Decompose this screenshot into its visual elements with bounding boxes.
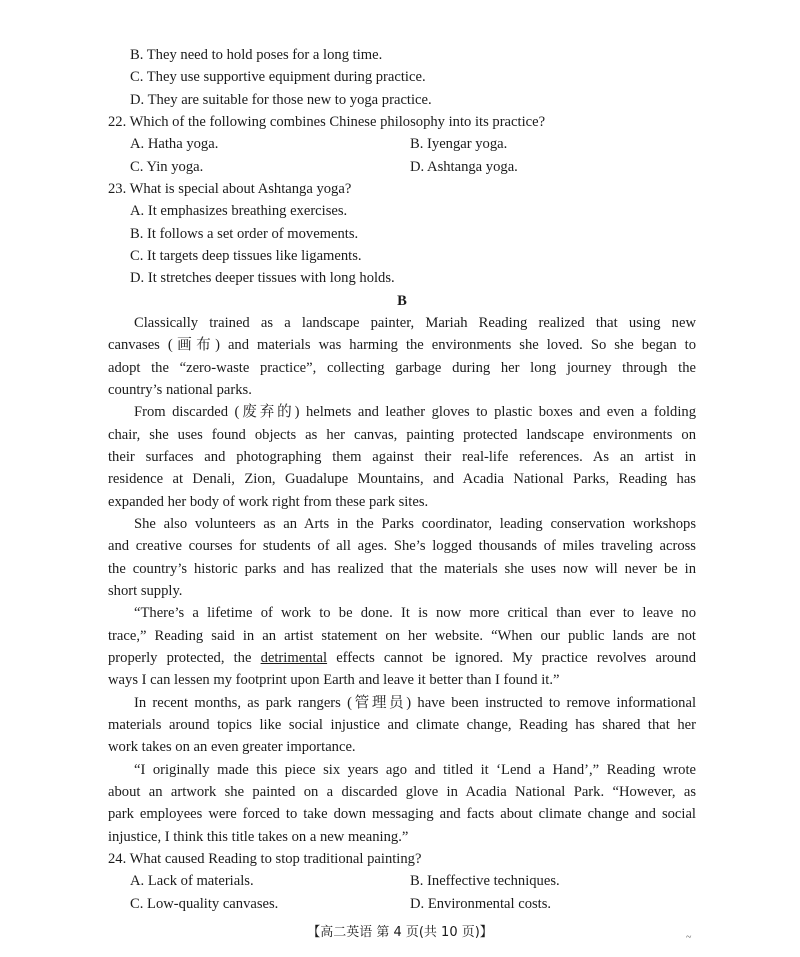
passage-line: trace,” Reading said in an artist statement on her website. “When our public lands are not <box>108 628 696 644</box>
q22-option-a: A. Hatha yoga. <box>130 136 219 152</box>
passage-line: expanded her body of work right from these park sites. <box>108 494 429 510</box>
q23-option-b: B. It follows a set order of movements. <box>130 226 359 242</box>
q22-stem: 22. Which of the following combines Chinese philosophy into its practice? <box>108 114 546 130</box>
passage-line: their surfaces and photographing them against their real-life references. As an artist in <box>108 449 696 465</box>
passage-line: materials around topics like social injustice and climate change, Reading has shared that her <box>108 717 696 733</box>
passage-line: the country’s historic parks and has realized that the materials she uses now will never be in <box>108 561 696 577</box>
q22-option-d: D. Ashtanga yoga. <box>410 159 518 175</box>
page-footer: 【高二英语 第 4 页(共 10 页)】 <box>307 925 493 940</box>
passage-line: Classically trained as a landscape painter, Mariah Reading realized that using new <box>134 315 696 331</box>
passage-line: adopt the “zero-waste practice”, collecting garbage during her long journey through the <box>108 360 696 376</box>
q24-stem: 24. What caused Reading to stop traditional painting? <box>108 851 422 867</box>
q24-option-a: A. Lack of materials. <box>130 873 254 889</box>
q24-option-b: B. Ineffective techniques. <box>410 873 560 889</box>
passage-line: chair, she uses found objects as her canvas, painting protected landscape environments on <box>108 427 696 443</box>
passage-line: about an artwork she painted on a discarded glove in Acadia National Park. “However, as <box>108 784 696 800</box>
passage-line-with-underlined-word <box>108 648 696 668</box>
q24-option-d: D. Environmental costs. <box>410 896 552 912</box>
passage-text: effects cannot be ignored. My practice revolves around <box>327 650 696 666</box>
q23-option-c: C. It targets deep tissues like ligaments. <box>130 248 362 264</box>
passage-line: and creative courses for students of all ages. She’s logged thousands of miles traveling across <box>108 538 696 554</box>
passage-line: country’s national parks. <box>108 382 252 398</box>
q21-option-c: C. They use supportive equipment during practice. <box>130 69 426 85</box>
q24-option-c: C. Low-quality canvases. <box>130 896 279 912</box>
q22-option-c: C. Yin yoga. <box>130 159 204 175</box>
passage-line: She also volunteers as an Arts in the Parks coordinator, leading conservation workshops <box>134 516 696 532</box>
passage-line: ways I can lessen my footprint upon Earth and leave it better than I found it.” <box>108 672 560 688</box>
passage-line: park employees were forced to take down messaging and facts about climate change and social <box>108 806 696 822</box>
passage-line: “There’s a lifetime of work to be done. It is now more critical than ever to leave no <box>134 605 696 621</box>
passage-line: work takes on an even greater importance. <box>108 739 356 755</box>
q23-stem: 23. What is special about Ashtanga yoga? <box>108 181 352 197</box>
passage-line: From discarded (废弃的) helmets and leather gloves to plastic boxes and even a folding <box>134 404 696 420</box>
passage-text: properly protected, the <box>108 650 261 666</box>
section-heading: B <box>397 293 407 309</box>
passage-line: “I originally made this piece six years ago and titled it ‘Lend a Hand’,” Reading wrote <box>134 762 696 778</box>
q23-option-a: A. It emphasizes breathing exercises. <box>130 203 348 219</box>
q21-option-d: D. They are suitable for those new to yoga practice. <box>130 92 432 108</box>
passage-line: short supply. <box>108 583 183 599</box>
corner-mark: ~ <box>686 932 692 943</box>
passage-line: residence at Denali, Zion, Guadalupe Mountains, and Acadia National Parks, Reading has <box>108 471 696 487</box>
q21-option-b: B. They need to hold poses for a long time. <box>130 47 383 63</box>
passage-line: In recent months, as park rangers (管理员) have been instructed to remove informational <box>134 695 696 711</box>
q23-option-d: D. It stretches deeper tissues with long holds. <box>130 270 395 286</box>
q22-option-b: B. Iyengar yoga. <box>410 136 508 152</box>
passage-line: injustice, I think this title takes on a new meaning.” <box>108 829 409 845</box>
passage-line: canvases (画布) and materials was harming the environments she loved. So she began to <box>108 337 696 353</box>
underlined-word: detrimental <box>260 650 328 666</box>
